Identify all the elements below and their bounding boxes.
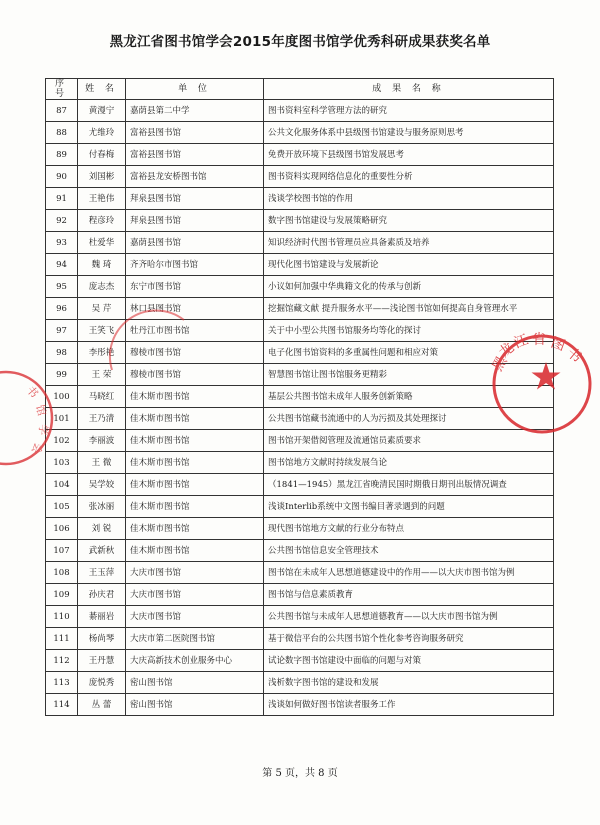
row-result: 基层公共图书馆未成年人服务创新策略 (264, 386, 554, 408)
table-row (46, 122, 554, 144)
row-name: 刘 锐 (78, 518, 126, 540)
table-row (46, 320, 554, 342)
row-result: 电子化图书馆资料的多重属性问题和相应对策 (264, 342, 554, 364)
row-result: 基于微信平台的公共图书馆个性化参考咨询服务研究 (264, 628, 554, 650)
row-unit: 佳木斯市图书馆 (126, 540, 264, 562)
row-number: 106 (46, 518, 78, 540)
row-name: 魏 琦 (78, 254, 126, 276)
row-unit: 佳木斯市图书馆 (126, 430, 264, 452)
row-number: 100 (46, 386, 78, 408)
svg-text:书: 书 (563, 344, 585, 367)
row-result: 现代图书馆地方文献的行业分布特点 (264, 518, 554, 540)
row-number: 108 (46, 562, 78, 584)
table-row (46, 518, 554, 540)
row-unit: 穆棱市图书馆 (126, 364, 264, 386)
table-row (46, 276, 554, 298)
row-name: 孙庆君 (78, 584, 126, 606)
header-no: 序号 (46, 79, 78, 100)
row-result: 浅谈学校图书馆的作用 (264, 188, 554, 210)
svg-text:书: 书 (23, 383, 41, 401)
table-row (46, 584, 554, 606)
row-name: 李彤艳 (78, 342, 126, 364)
row-unit: 密山图书馆 (126, 694, 264, 716)
row-name: 刘国彬 (78, 166, 126, 188)
row-number: 97 (46, 320, 78, 342)
row-result: 数字图书馆建设与发展策略研究 (264, 210, 554, 232)
row-name: 庞悦秀 (78, 672, 126, 694)
table-row (46, 386, 554, 408)
row-number: 112 (46, 650, 78, 672)
table-row (46, 496, 554, 518)
row-unit: 嘉荫县图书馆 (126, 232, 264, 254)
table-row (46, 408, 554, 430)
header-unit: 单 位 (126, 79, 264, 100)
row-number: 105 (46, 496, 78, 518)
row-name: 丛 蕾 (78, 694, 126, 716)
row-name: 王玉萍 (78, 562, 126, 584)
row-number: 89 (46, 144, 78, 166)
table-row (46, 232, 554, 254)
row-result: 图书馆在未成年人思想道德建设中的作用——以大庆市图书馆为例 (264, 562, 554, 584)
row-unit: 牡丹江市图书馆 (126, 320, 264, 342)
svg-text:黑: 黑 (489, 353, 511, 374)
row-number: 102 (46, 430, 78, 452)
row-name: 王笑飞 (78, 320, 126, 342)
row-unit: 穆棱市图书馆 (126, 342, 264, 364)
row-unit: 佳木斯市图书馆 (126, 496, 264, 518)
row-result: 公共图书馆与未成年人思想道德教育——以大庆市图书馆为例 (264, 606, 554, 628)
row-result: 公共图书馆藏书流通中的人为污损及其处理探讨 (264, 408, 554, 430)
page-number-footer: 第 5 页，共 8 页 (262, 768, 338, 779)
svg-text:学: 学 (36, 423, 50, 436)
row-name: 庞志杰 (78, 276, 126, 298)
row-result: 智慧图书馆让图书馆服务更精彩 (264, 364, 554, 386)
row-unit: 大庆市图书馆 (126, 606, 264, 628)
table-row (46, 474, 554, 496)
row-number: 113 (46, 672, 78, 694)
row-unit: 佳木斯市图书馆 (126, 386, 264, 408)
row-number: 93 (46, 232, 78, 254)
header-name: 姓 名 (78, 79, 126, 100)
row-name: 尤维玲 (78, 122, 126, 144)
row-result: 图书资料室科学管理方法的研究 (264, 100, 554, 122)
table-row (46, 144, 554, 166)
row-unit: 富裕县图书馆 (126, 144, 264, 166)
row-unit: 大庆高新技术创业服务中心 (126, 650, 264, 672)
row-name: 马晓红 (78, 386, 126, 408)
row-result: （1841—1945）黑龙江省晚清民国时期俄日期刊出版情况调查 (264, 474, 554, 496)
table-row (46, 254, 554, 276)
row-number: 111 (46, 628, 78, 650)
row-result: 试论数字图书馆建设中面临的问题与对策 (264, 650, 554, 672)
row-result: 浅析数字图书馆的建设和发展 (264, 672, 554, 694)
table-row (46, 606, 554, 628)
row-result: 关于中小型公共图书馆服务均等化的探讨 (264, 320, 554, 342)
row-unit: 富裕县图书馆 (126, 122, 264, 144)
table-row (46, 650, 554, 672)
row-number: 92 (46, 210, 78, 232)
row-name: 黄漫宁 (78, 100, 126, 122)
table-row (46, 430, 554, 452)
svg-text:会: 会 (28, 440, 46, 457)
table-row (46, 562, 554, 584)
row-name: 王艳伟 (78, 188, 126, 210)
table-row (46, 210, 554, 232)
row-number: 87 (46, 100, 78, 122)
row-number: 96 (46, 298, 78, 320)
row-name: 王 微 (78, 452, 126, 474)
row-unit: 拜泉县图书馆 (126, 210, 264, 232)
row-unit: 密山图书馆 (126, 672, 264, 694)
row-number: 110 (46, 606, 78, 628)
row-number: 107 (46, 540, 78, 562)
row-unit: 佳木斯市图书馆 (126, 474, 264, 496)
award-table (45, 78, 554, 716)
row-number: 114 (46, 694, 78, 716)
row-result: 挖掘馆藏文献 提升服务水平——浅论图书馆如何提高自身管理水平 (264, 298, 554, 320)
table-header-row (46, 79, 554, 100)
row-number: 88 (46, 122, 78, 144)
row-name: 武新秋 (78, 540, 126, 562)
row-unit: 林口县图书馆 (126, 298, 264, 320)
table-row (46, 694, 554, 716)
row-result: 现代化图书馆建设与发展新论 (264, 254, 554, 276)
row-number: 98 (46, 342, 78, 364)
row-name: 吴学姣 (78, 474, 126, 496)
row-unit: 大庆市图书馆 (126, 562, 264, 584)
row-name: 张冰丽 (78, 496, 126, 518)
row-result: 浅谈如何做好图书馆读者服务工作 (264, 694, 554, 716)
row-unit: 富裕县龙安桥图书馆 (126, 166, 264, 188)
row-number: 109 (46, 584, 78, 606)
row-unit: 佳木斯市图书馆 (126, 408, 264, 430)
table-row (46, 540, 554, 562)
svg-text:江: 江 (511, 331, 531, 352)
row-result: 公共图书馆信息安全管理技术 (264, 540, 554, 562)
row-unit: 齐齐哈尔市图书馆 (126, 254, 264, 276)
row-name: 杨尚琴 (78, 628, 126, 650)
row-number: 90 (46, 166, 78, 188)
row-unit: 佳木斯市图书馆 (126, 518, 264, 540)
row-name: 王 荣 (78, 364, 126, 386)
header-result: 成 果 名 称 (264, 79, 554, 100)
row-number: 103 (46, 452, 78, 474)
svg-text:馆: 馆 (33, 403, 49, 418)
table-row (46, 188, 554, 210)
table-row (46, 342, 554, 364)
table-row (46, 100, 554, 122)
row-name: 吴 芹 (78, 298, 126, 320)
row-unit: 大庆市图书馆 (126, 584, 264, 606)
table-row (46, 672, 554, 694)
row-number: 95 (46, 276, 78, 298)
svg-text:龙: 龙 (496, 339, 518, 362)
row-number: 99 (46, 364, 78, 386)
row-result: 图书资料实现网络信息化的重要性分析 (264, 166, 554, 188)
table-row (46, 166, 554, 188)
table-row (46, 298, 554, 320)
row-result: 图书馆地方文献时持续发展刍论 (264, 452, 554, 474)
svg-text:图: 图 (548, 334, 568, 355)
row-result: 小议如何加强中华典籍文化的传承与创新 (264, 276, 554, 298)
svg-text:省: 省 (532, 332, 546, 348)
row-name: 王丹慧 (78, 650, 126, 672)
row-name: 付春梅 (78, 144, 126, 166)
row-name: 程彦玲 (78, 210, 126, 232)
row-number: 101 (46, 408, 78, 430)
table-row (46, 628, 554, 650)
row-unit: 嘉荫县第二中学 (126, 100, 264, 122)
table-row (46, 452, 554, 474)
row-name: 杜爱华 (78, 232, 126, 254)
row-result: 图书馆开架借阅管理及流通馆员素质要求 (264, 430, 554, 452)
row-unit: 拜泉县图书馆 (126, 188, 264, 210)
table-row (46, 364, 554, 386)
row-name: 李丽波 (78, 430, 126, 452)
row-name: 綦丽岩 (78, 606, 126, 628)
row-unit: 佳木斯市图书馆 (126, 452, 264, 474)
row-name: 王乃清 (78, 408, 126, 430)
row-result: 浅谈Interlib系统中文图书编目著录遇到的问题 (264, 496, 554, 518)
page-title: 黑龙江省图书馆学会2015年度图书馆学优秀科研成果获奖名单 (109, 34, 491, 50)
row-number: 91 (46, 188, 78, 210)
row-unit: 东宁市图书馆 (126, 276, 264, 298)
row-result: 知识经济时代图书管理员应具备素质及培养 (264, 232, 554, 254)
row-unit: 大庆市第二医院图书馆 (126, 628, 264, 650)
row-number: 104 (46, 474, 78, 496)
row-result: 公共文化服务体系中县级图书馆建设与服务原则思考 (264, 122, 554, 144)
row-number: 94 (46, 254, 78, 276)
row-result: 免费开放环境下县级图书馆发展思考 (264, 144, 554, 166)
row-result: 图书馆与信息素质教育 (264, 584, 554, 606)
